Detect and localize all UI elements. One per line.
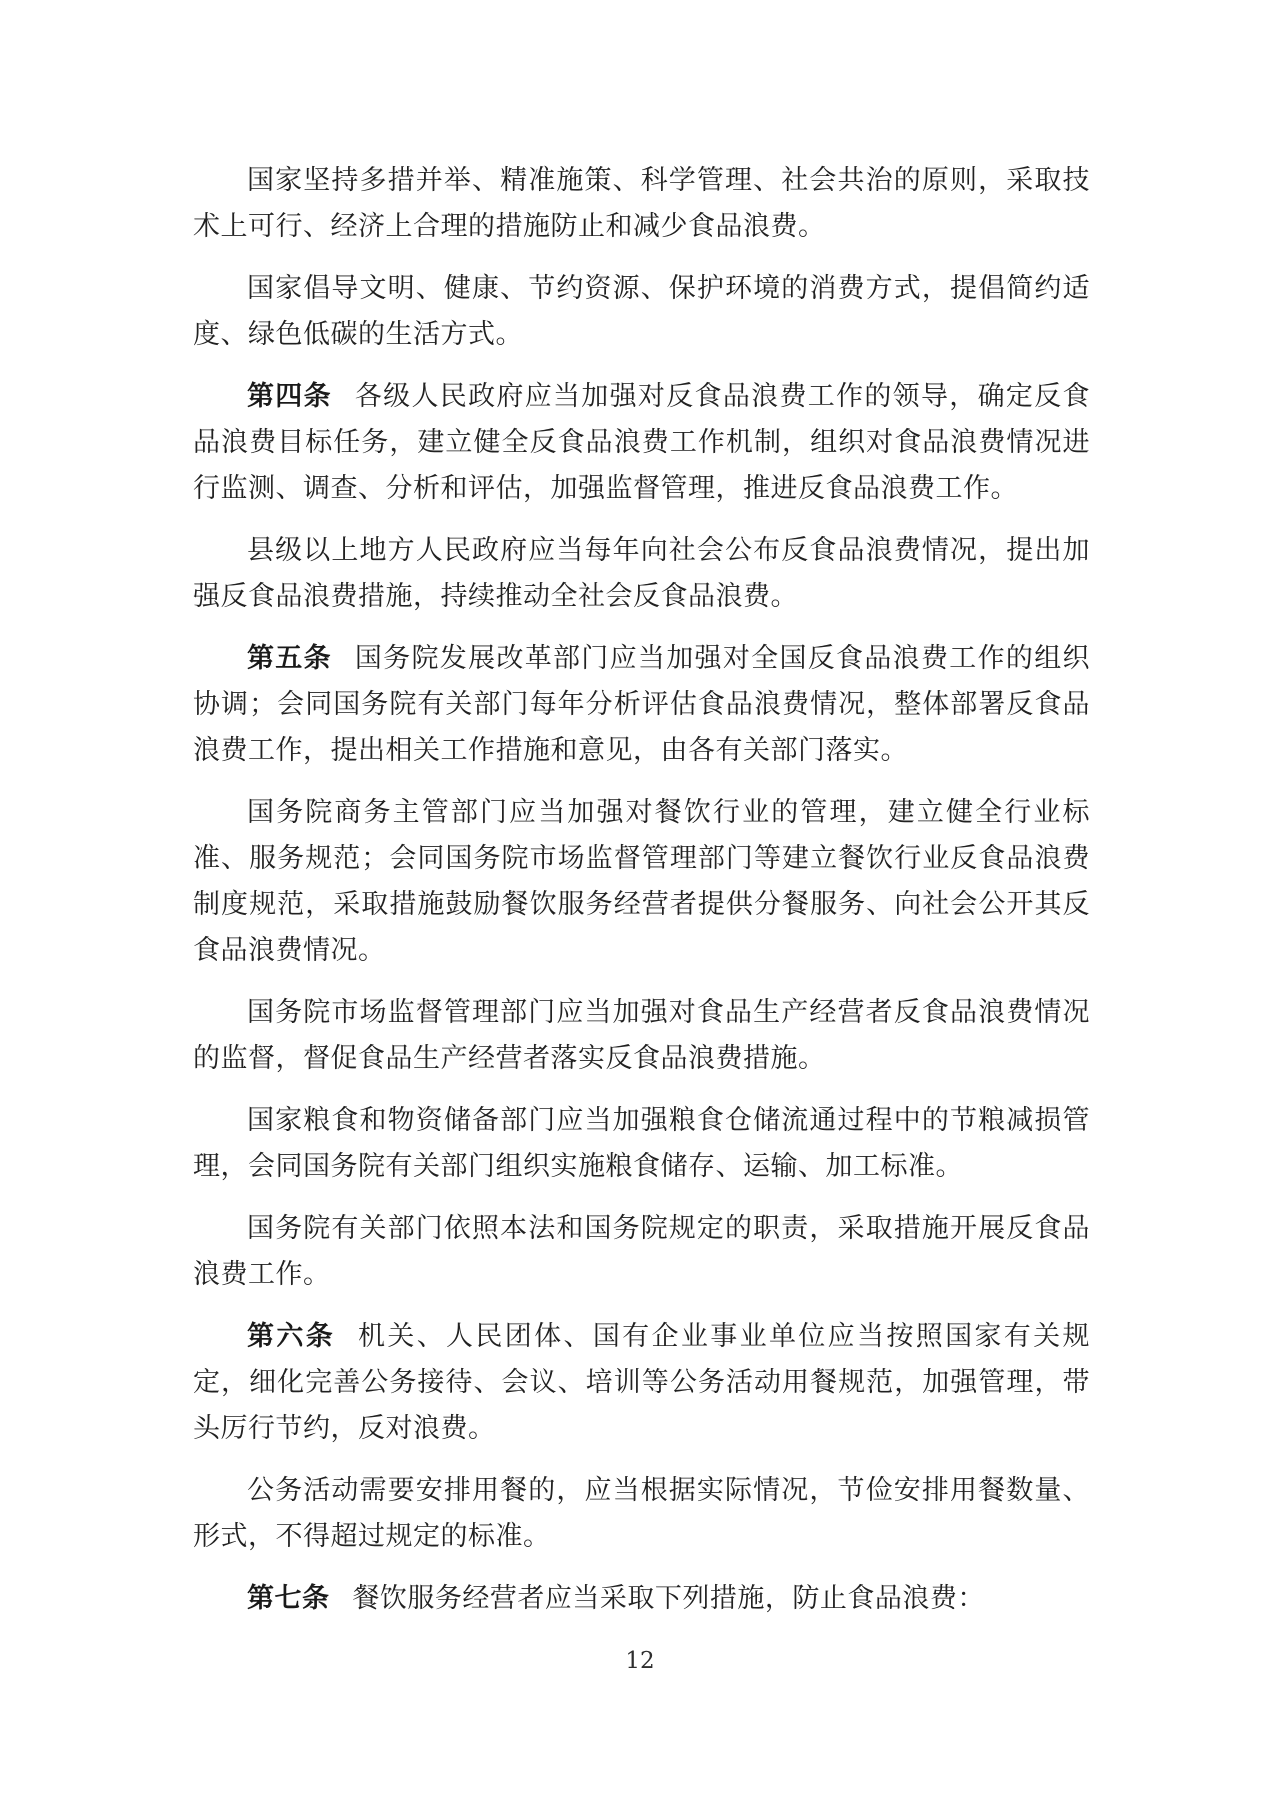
paragraph <box>193 158 1090 250</box>
paragraph <box>193 1314 1090 1452</box>
article-number-label: 第六条 <box>247 1321 336 1352</box>
article-number-label: 第七条 <box>247 1583 330 1614</box>
paragraph <box>193 1576 1090 1622</box>
page-number: 12 <box>625 1648 655 1674</box>
paragraph <box>193 1206 1090 1298</box>
paragraph <box>193 990 1090 1082</box>
paragraph <box>193 1468 1090 1560</box>
paragraph-text: 国务院市场监督管理部门应当加强对食品生产经营者反食品浪费情况的监督，督促食品生产经营者落实反食品浪费措施。 <box>193 997 1090 1074</box>
article-number-label: 第四条 <box>247 381 332 412</box>
paragraph-text: 机关、人民团体、国有企业事业单位应当按照国家有关规定，细化完善公务接待、会议、培训等公务活动用餐规范，加强管理，带头厉行节约，反对浪费。 <box>193 1321 1090 1444</box>
paragraph-text: 国家坚持多措并举、精准施策、科学管理、社会共治的原则，采取技术上可行、经济上合理的措施防止和减少食品浪费。 <box>193 165 1090 242</box>
paragraph <box>193 528 1090 620</box>
paragraph-text: 县级以上地方人民政府应当每年向社会公布反食品浪费情况，提出加强反食品浪费措施，持续推动全社会反食品浪费。 <box>193 535 1090 612</box>
paragraph-text: 国家倡导文明、健康、节约资源、保护环境的消费方式，提倡简约适度、绿色低碳的生活方式。 <box>193 273 1090 350</box>
paragraph-text: 国务院有关部门依照本法和国务院规定的职责，采取措施开展反食品浪费工作。 <box>193 1213 1090 1290</box>
document-body <box>193 158 1090 1638</box>
paragraph-text: 国务院商务主管部门应当加强对餐饮行业的管理，建立健全行业标准、服务规范；会同国务院市场监督管理部门等建立餐饮行业反食品浪费制度规范，采取措施鼓励餐饮服务经营者提供分餐服务、向社会公开其反食品浪费情况。 <box>193 797 1090 966</box>
paragraph <box>193 1098 1090 1190</box>
paragraph-text: 各级人民政府应当加强对反食品浪费工作的领导，确定反食品浪费目标任务，建立健全反食品浪费工作机制，组织对食品浪费情况进行监测、调查、分析和评估，加强监督管理，推进反食品浪费工作。 <box>193 381 1091 504</box>
paragraph-text: 国务院发展改革部门应当加强对全国反食品浪费工作的组织协调；会同国务院有关部门每年分析评估食品浪费情况，整体部署反食品浪费工作，提出相关工作措施和意见，由各有关部门落实。 <box>193 643 1091 766</box>
paragraph <box>193 636 1090 774</box>
paragraph-text: 公务活动需要安排用餐的，应当根据实际情况，节俭安排用餐数量、形式，不得超过规定的标准。 <box>193 1475 1090 1552</box>
paragraph-text: 餐饮服务经营者应当采取下列措施，防止食品浪费： <box>352 1583 985 1614</box>
paragraph <box>193 374 1090 512</box>
article-number-label: 第五条 <box>247 643 332 674</box>
paragraph-text: 国家粮食和物资储备部门应当加强粮食仓储流通过程中的节粮减损管理，会同国务院有关部门组织实施粮食储存、运输、加工标准。 <box>193 1105 1090 1182</box>
paragraph <box>193 266 1090 358</box>
paragraph <box>193 790 1090 974</box>
